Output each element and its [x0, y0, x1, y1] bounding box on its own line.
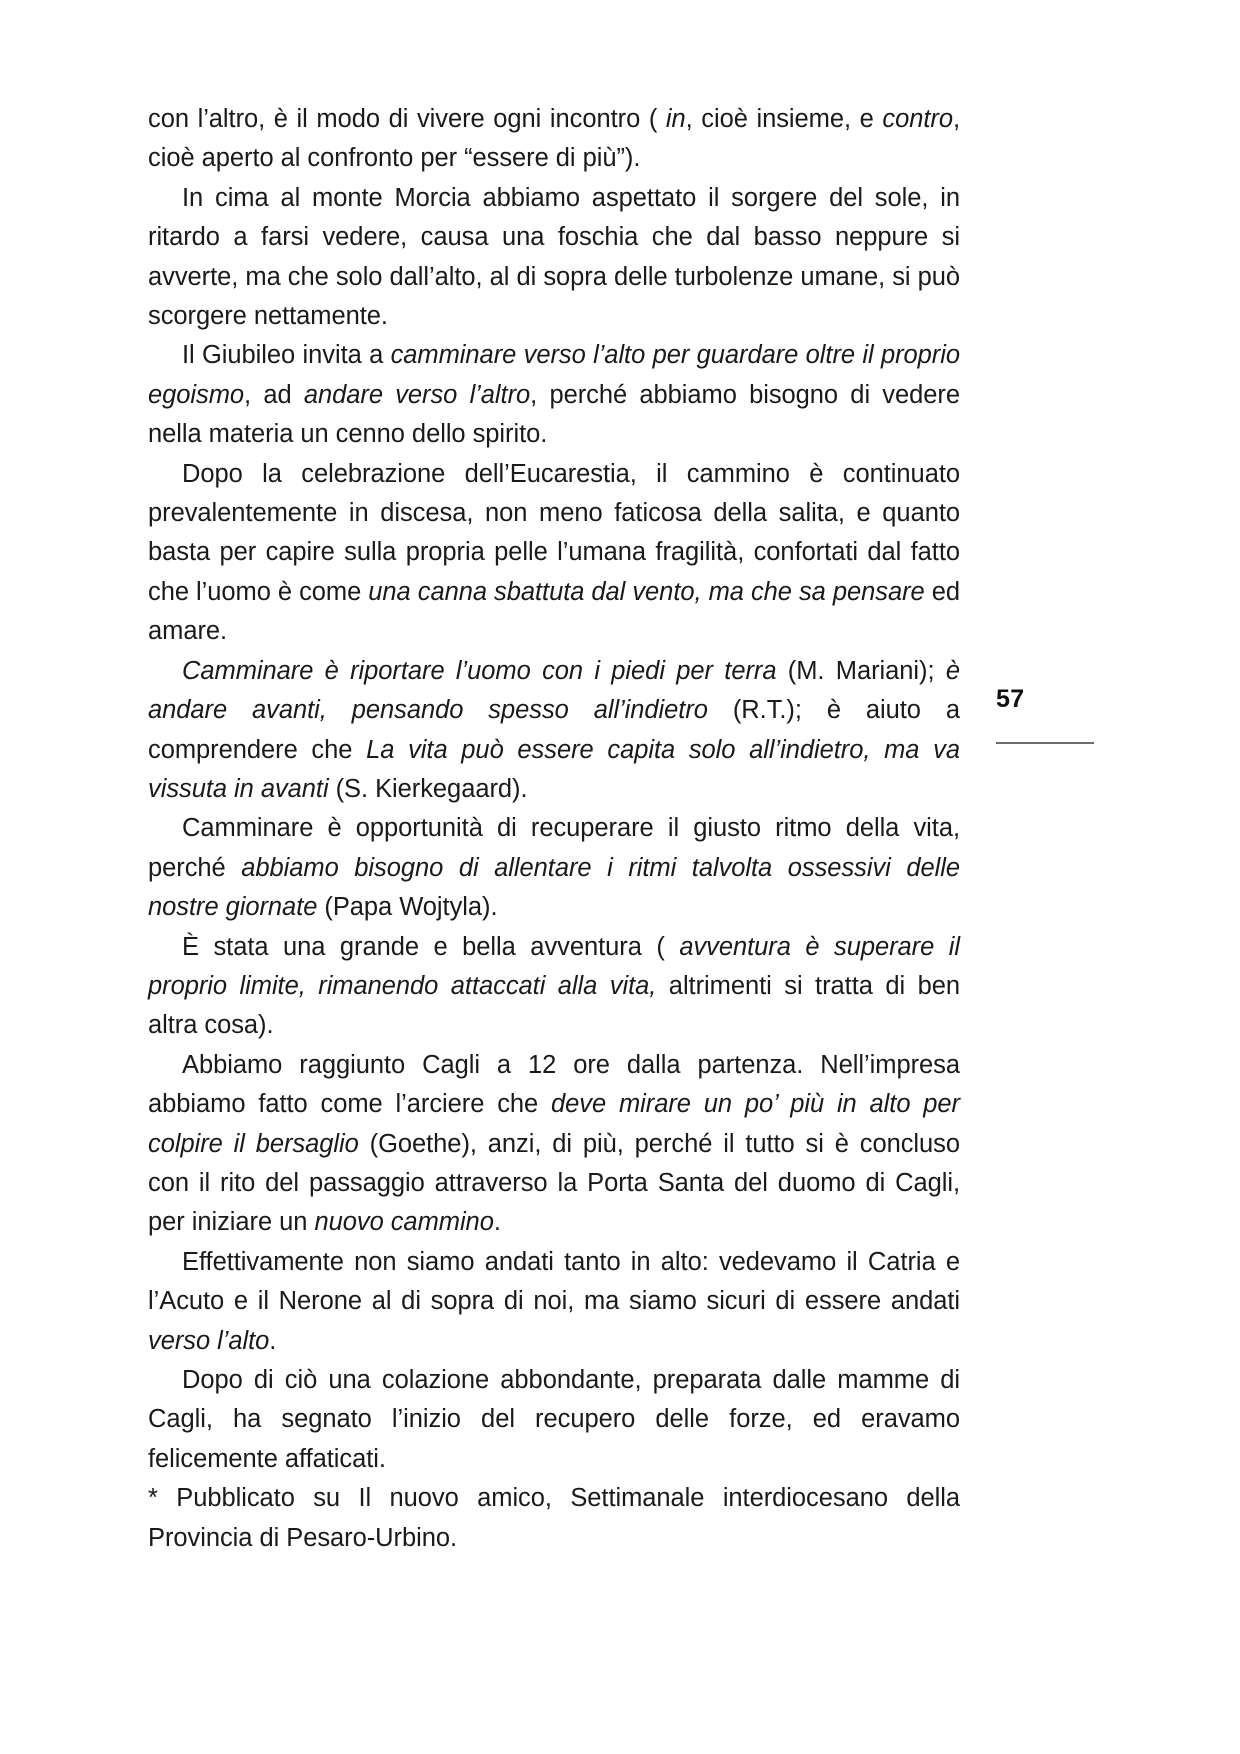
- emphasis-run: andare verso l’altro: [303, 380, 531, 409]
- text-run: ed amare.: [148, 577, 960, 646]
- text-run: Effettivamente non siamo andati tanto in alto: vedevamo il Catria e l’Acuto e il Nerone al di sopra di noi, ma siamo sicuri di essere andati: [148, 1247, 960, 1316]
- text-run: , ad: [244, 380, 304, 409]
- paragraph: [148, 1046, 960, 1243]
- text-run: * Pubblicato su Il nuovo amico, Settimanale interdiocesano della Provincia di Pesaro-Urbino.: [148, 1484, 960, 1552]
- paragraph: [148, 809, 960, 927]
- text-run: (Goethe), anzi, di più, perché il tutto si è concluso con il rito del passaggio attraverso la Porta Santa del duomo di Cagli, per iniziare un: [148, 1129, 960, 1237]
- body-text-column: [148, 100, 960, 1558]
- emphasis-run: abbiamo bisogno di allentare i ritmi talvolta ossessivi delle nostre giornate: [148, 853, 960, 922]
- text-run: È stata una grande e bella avventura (: [182, 932, 680, 961]
- text-run: Camminare è opportunità di recuperare il giusto ritmo della vita, perché: [148, 814, 960, 882]
- emphasis-run: camminare verso l’alto per guardare oltre il proprio egoismo: [148, 341, 960, 409]
- paragraph: [148, 1243, 960, 1361]
- text-run: (Papa Wojtyla).: [317, 893, 498, 922]
- text-run: Dopo di ciò una colazione abbondante, preparata dalle mamme di Cagli, ha segnato l’inizio del recupero delle forze, ed eravamo felicemente affaticati.: [148, 1366, 960, 1473]
- text-run: con l’altro, è il modo di vivere ogni incontro (: [148, 105, 666, 133]
- emphasis-run: è andare avanti, pensando spesso all’indietro: [148, 656, 960, 725]
- text-run: , cioè aperto al confronto per “essere di più”).: [148, 105, 961, 173]
- paragraph: [148, 928, 960, 1046]
- emphasis-run: avventura è superare il proprio limite, rimanendo attaccati alla vita,: [148, 932, 960, 1000]
- text-run: , cioè insieme, e: [685, 105, 883, 133]
- text-run: .: [269, 1326, 277, 1355]
- emphasis-run: deve mirare un po’ più in alto per colpire il bersaglio: [148, 1090, 961, 1158]
- text-run: .: [493, 1208, 501, 1237]
- text-run: altrimenti si tratta di ben altra cosa).: [148, 971, 960, 1040]
- folio-divider-rule: [996, 742, 1094, 744]
- paragraph: [148, 1479, 960, 1558]
- emphasis-run: verso l’alto: [148, 1326, 270, 1355]
- paragraph: [148, 1361, 960, 1479]
- paragraph: [148, 455, 960, 652]
- paragraph: [148, 179, 960, 337]
- emphasis-run: La vita può essere capita solo all’indietro, ma va vissuta in avanti: [148, 735, 960, 803]
- text-run: Il Giubileo invita a: [182, 341, 391, 370]
- text-run: Dopo la celebrazione dell’Eucarestia, il cammino è continuato prevalentemente in discesa, non meno faticosa della salita, e quanto basta per capire sulla propria pelle l’umana fragilità, confortati dal fatto che l’uomo è come: [148, 459, 960, 606]
- page-folio: [996, 684, 1106, 714]
- emphasis-run: una canna sbattuta dal vento, ma che sa pensare: [368, 577, 925, 606]
- page-number: 57: [996, 685, 1025, 713]
- emphasis-run: nuovo cammino: [314, 1208, 494, 1237]
- text-run: , perché abbiamo bisogno di vedere nella materia un cenno dello spirito.: [148, 380, 960, 449]
- text-run: (R.T.); è aiuto a comprendere che: [148, 696, 960, 764]
- paragraph: [148, 336, 960, 454]
- text-run: (M. Mariani);: [776, 656, 946, 685]
- emphasis-run: in: [665, 105, 686, 133]
- text-run: In cima al monte Morcia abbiamo aspettato il sorgere del sole, in ritardo a farsi vedere, causa una foschia che dal basso neppure si avverte, ma che solo dall’alto, al di sopra delle turbolenze umane, si può scorgere nettamente.: [148, 183, 960, 331]
- emphasis-run: Camminare è riportare l’uomo con i piedi per terra: [182, 656, 777, 685]
- text-run: Abbiamo raggiunto Cagli a 12 ore dalla partenza. Nell’impresa abbiamo fatto come l’arciere che: [148, 1050, 960, 1119]
- emphasis-run: contro: [882, 105, 953, 133]
- text-run: (S. Kierkegaard).: [328, 774, 528, 803]
- paragraph: [148, 652, 960, 810]
- paragraph: [148, 100, 960, 179]
